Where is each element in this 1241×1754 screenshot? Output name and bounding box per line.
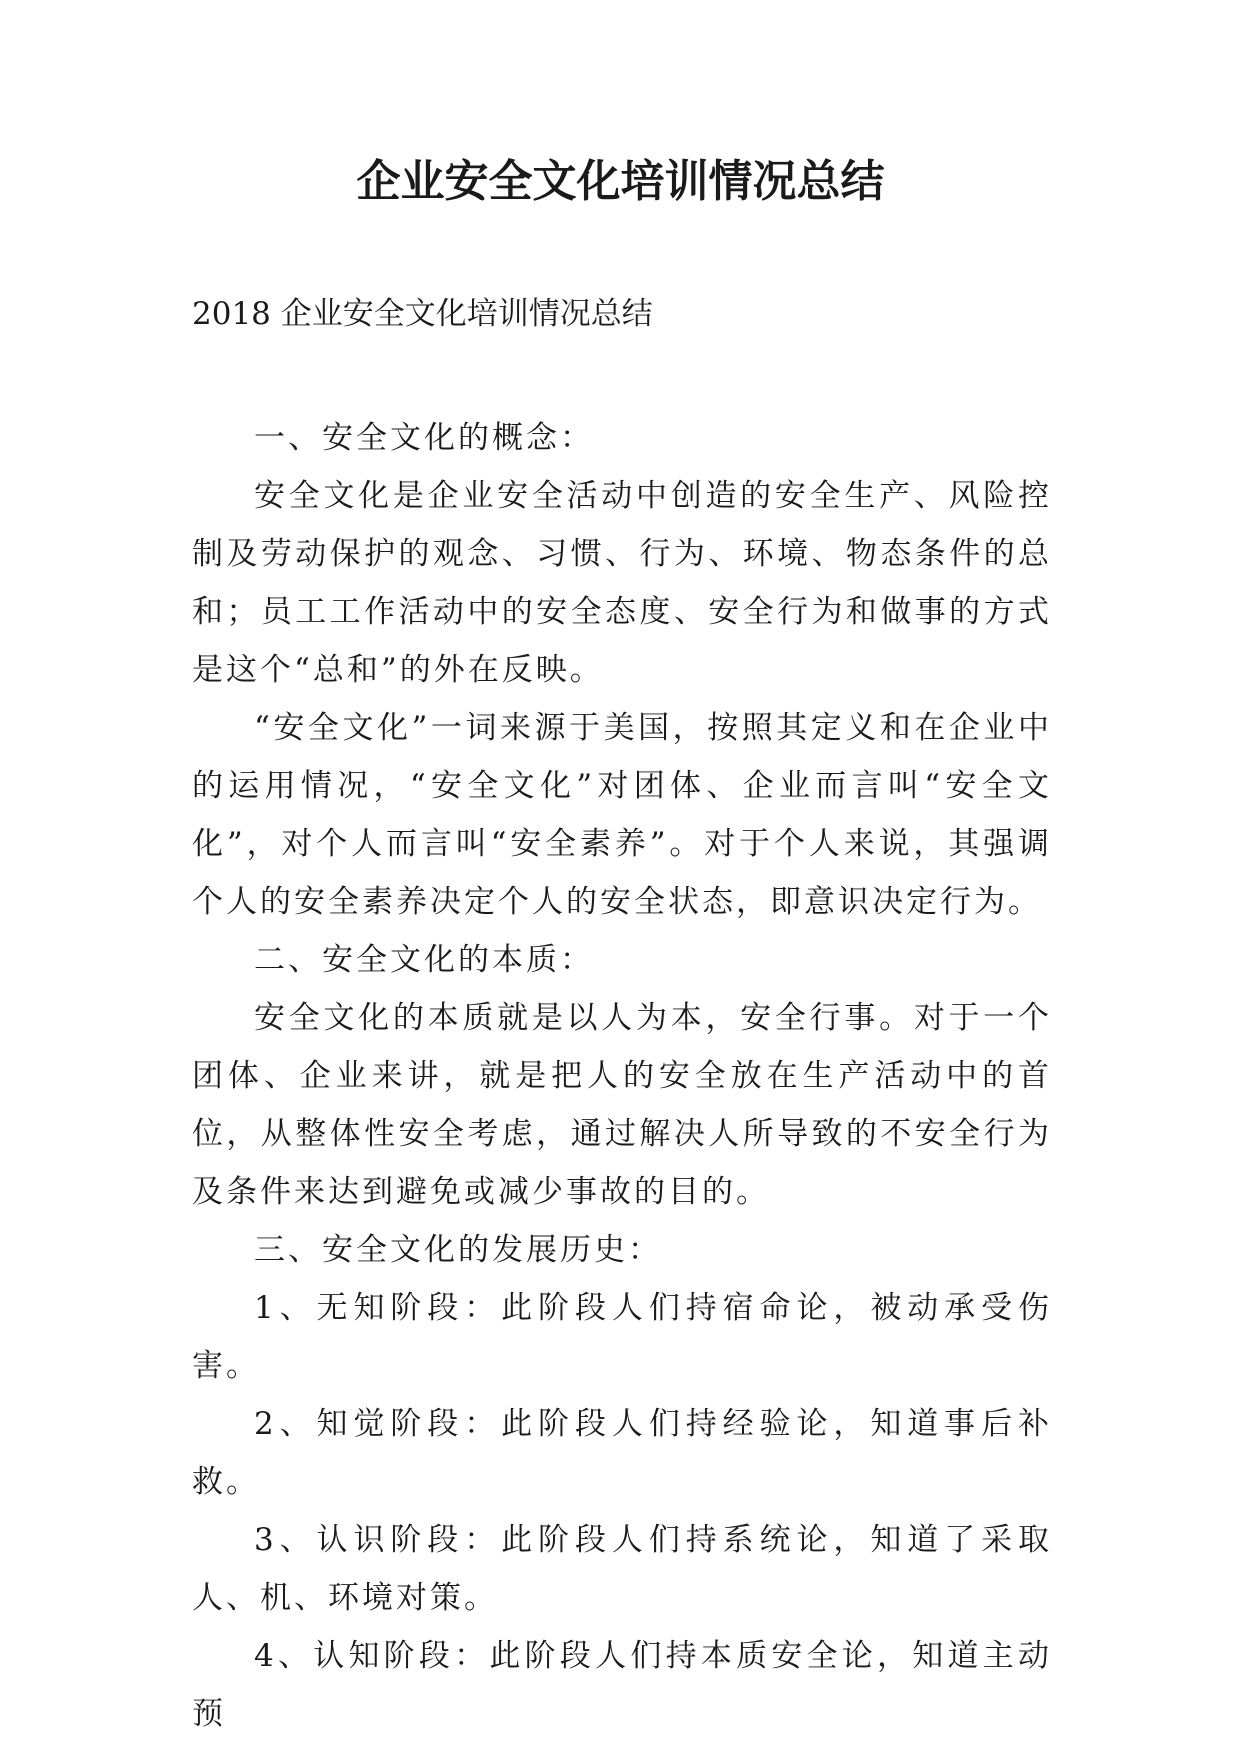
list-item-stage-3: 3、认识阶段：此阶段人们持系统论，知道了采取人、机、环境对策。 — [192, 1522, 1052, 1616]
document-title: 企业安全文化培训情况总结 — [356, 156, 885, 207]
paragraph-term-origin: “安全文化”一词来源于美国，按照其定义和在企业中的运用情况，“安全文化”对团体、企业而言叫“安全文化”，对个人而言叫“安全素养”。对于个人来说，其强调个人的安全素养决定个人的安全状态，即意识决定行为。 — [192, 710, 1052, 920]
document-subtitle: 2018 企业安全文化培训情况总结 — [192, 296, 653, 332]
paragraph-concept-definition: 安全文化是企业安全活动中创造的安全生产、风险控制及劳动保护的观念、习惯、行为、环境、物态条件的总和；员工工作活动中的安全态度、安全行为和做事的方式是这个“总和”的外在反映。 — [192, 478, 1052, 688]
section-heading-history: 三、安全文化的发展历史： — [254, 1232, 662, 1268]
list-item-stage-1: 1、无知阶段：此阶段人们持宿命论，被动承受伤害。 — [192, 1290, 1052, 1384]
paragraph-essence: 安全文化的本质就是以人为本，安全行事。对于一个团体、企业来讲，就是把人的安全放在生产活动中的首位，从整体性安全考虑，通过解决人所导致的不安全行为及条件来达到避免或减少事故的目的。 — [192, 1000, 1052, 1210]
document-body — [192, 409, 1052, 1743]
list-item-stage-4: 4、认知阶段：此阶段人们持本质安全论，知道主动预 — [192, 1638, 1052, 1732]
section-heading-essence: 二、安全文化的本质： — [254, 942, 594, 978]
section-heading-concept: 一、安全文化的概念： — [254, 420, 594, 456]
list-item-stage-2: 2、知觉阶段：此阶段人们持经验论，知道事后补救。 — [192, 1406, 1052, 1500]
